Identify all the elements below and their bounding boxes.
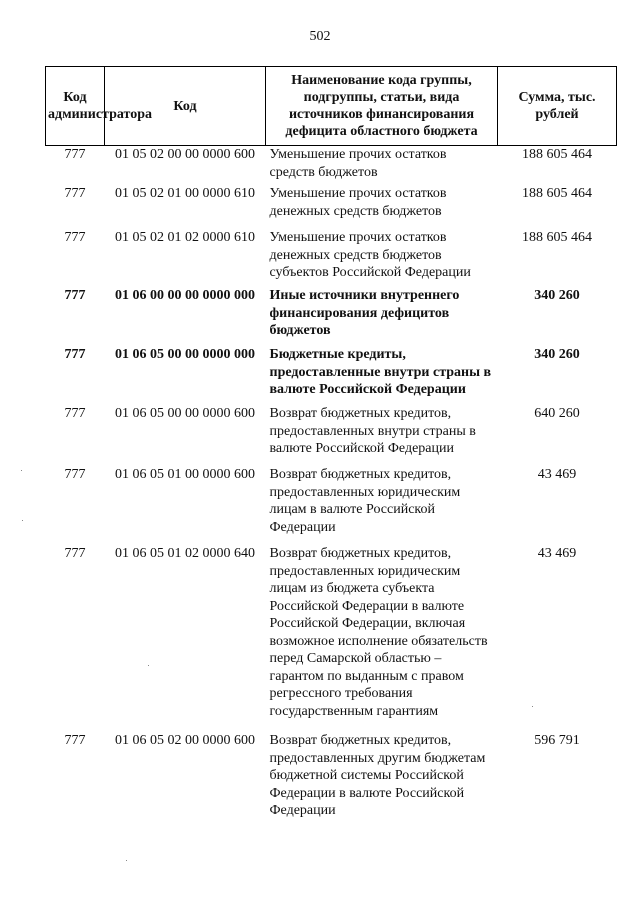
name-cell: Уменьшение прочих остатков денежных средств бюджетов	[269, 186, 447, 219]
sum-cell: 340 260	[534, 288, 580, 303]
code-cell: 01 06 00 00 00 0000 000	[115, 288, 255, 303]
name-cell: Иные источники внутреннего финансирования дефицитов бюджетов	[269, 288, 460, 338]
sum-cell: 43 469	[537, 467, 577, 482]
header-code: Код	[105, 67, 266, 146]
name-cell: Возврат бюджетных кредитов, предоставленных другим бюджетам бюджетной системы Российской Федерации в валюте Российской Федерации	[269, 733, 486, 818]
admin-code-cell: 777	[64, 230, 86, 245]
table-row	[46, 545, 617, 732]
sum-cell: 43 469	[537, 546, 577, 561]
scan-speck	[22, 520, 23, 521]
sum-cell: 188 605 464	[522, 147, 592, 162]
code-cell: 01 06 05 00 00 0000 600	[115, 406, 255, 421]
code-cell: 01 05 02 00 00 0000 600	[115, 147, 255, 162]
scan-speck	[126, 860, 127, 861]
admin-code-cell: 777	[64, 733, 86, 748]
sum-cell: 596 791	[534, 733, 580, 748]
admin-code-cell: 777	[64, 406, 86, 421]
budget-sources-table	[45, 66, 617, 828]
table-row	[46, 146, 617, 186]
code-cell: 01 05 02 01 00 0000 610	[115, 186, 255, 201]
admin-code-cell: 777	[64, 147, 86, 162]
header-admin-code: Код администратора	[46, 67, 105, 146]
code-cell: 01 06 05 02 00 0000 600	[115, 733, 255, 748]
admin-code-cell: 777	[64, 288, 86, 303]
table-row-bold	[46, 287, 617, 346]
header-name: Наименование кода группы, подгруппы, статьи, вида источников финансирования дефицита областного бюджета	[266, 67, 498, 146]
name-cell: Уменьшение прочих остатков денежных средств бюджетов субъектов Российской Федерации	[269, 230, 471, 280]
scan-speck	[21, 470, 22, 471]
table-row	[46, 466, 617, 545]
name-cell: Возврат бюджетных кредитов, предоставленных юридическим лицам из бюджета субъекта Российской Федерации в валюте Российской Федерации, включая возможное исполнение обязательств перед Самарской областью – гарантом по выданным с правом регрессного требования государственным гарантиям	[269, 546, 488, 719]
sum-cell: 188 605 464	[522, 186, 592, 201]
name-cell: Возврат бюджетных кредитов, предоставленных юридическим лицам в валюте Российской Федерации	[269, 467, 461, 535]
scan-speck	[148, 665, 149, 666]
code-cell: 01 05 02 01 02 0000 610	[115, 230, 255, 245]
code-cell: 01 06 05 01 00 0000 600	[115, 467, 255, 482]
name-cell: Бюджетные кредиты, предоставленные внутри страны в валюте Российской Федерации	[269, 347, 492, 397]
sum-cell: 188 605 464	[522, 230, 592, 245]
table-row	[46, 405, 617, 466]
admin-code-cell: 777	[64, 467, 86, 482]
admin-code-cell: 777	[64, 347, 86, 362]
header-sum: Сумма, тыс. рублей	[498, 67, 617, 146]
table-row	[46, 229, 617, 287]
table-row	[46, 185, 617, 229]
code-cell: 01 06 05 00 00 0000 000	[115, 347, 255, 362]
table-header-row	[46, 67, 617, 146]
admin-code-cell: 777	[64, 186, 86, 201]
name-cell: Возврат бюджетных кредитов, предоставленных внутри страны в валюте Российской Федерации	[269, 406, 476, 456]
table-row-bold	[46, 346, 617, 405]
sum-cell: 340 260	[534, 347, 580, 362]
name-cell: Уменьшение прочих остатков средств бюджетов	[269, 147, 447, 180]
sum-cell: 640 260	[534, 406, 580, 421]
table-row	[46, 732, 617, 828]
scan-speck	[532, 706, 533, 707]
code-cell: 01 06 05 01 02 0000 640	[115, 546, 255, 561]
admin-code-cell: 777	[64, 546, 86, 561]
page-number: 502	[309, 29, 331, 44]
